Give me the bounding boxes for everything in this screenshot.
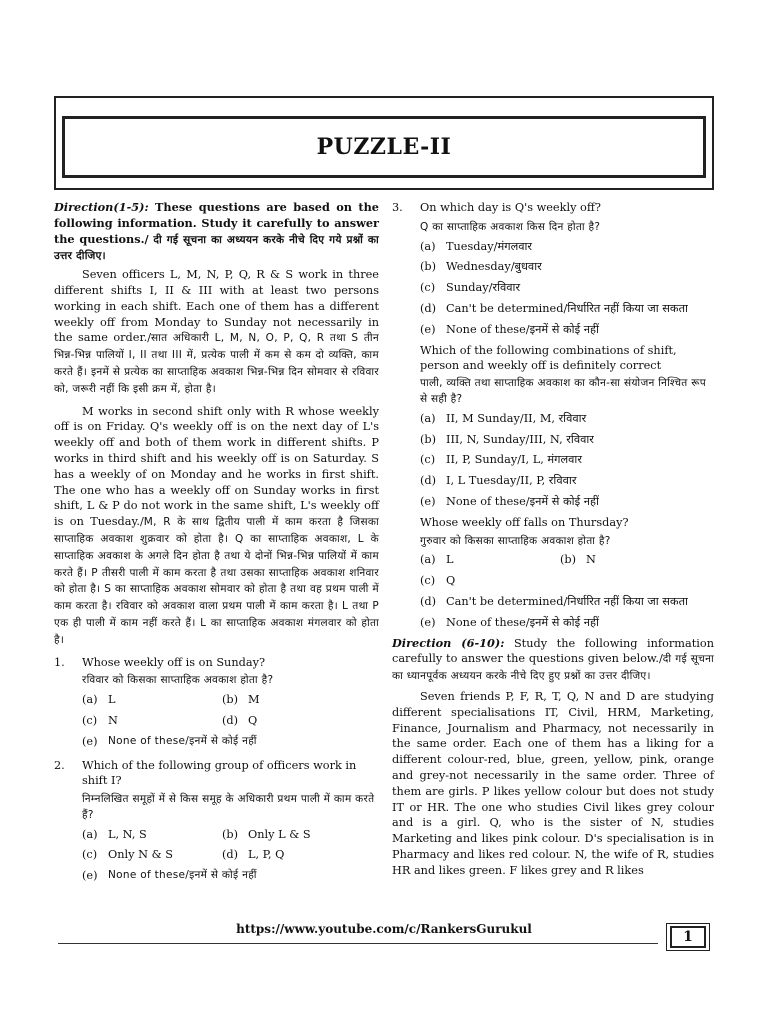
option-d: (d) Can't be determined/निर्धारित नहीं किया जा सकता — [420, 594, 688, 608]
option-b: (b) Wednesday/बुधवार — [420, 260, 542, 274]
paragraph-text-hindi: सात अधिकारी L, M, N, O, P, Q, R तथा S तीन भिन्न-भिन्न पालियों I, II तथा III में, प्रत्येक पाली में कम से कम दो व्यक्ति, काम करते हैं। इनमें से प्रत्येक का साप्ताहिक अवकाश भिन्न-भिन्न दिन सोमवार से रविवार को, जरूरी नहीं कि इसी क्रम में, होता है। — [54, 332, 379, 395]
option-a: (a) L, N, S — [82, 827, 147, 841]
option-c: (c) Q — [420, 574, 456, 588]
footer-url[interactable]: https://www.youtube.com/c/RankersGurukul — [236, 922, 532, 936]
direction-text: These questions are based on the following information. Study it carefully to answer the questions./ — [54, 200, 379, 246]
question-text: Whose weekly off falls on Thursday? — [420, 515, 629, 529]
option-e: (e) None of these/इनमें से कोई नहीं — [420, 322, 599, 336]
paragraph-text-hindi: M, R के साथ द्वितीय पाली में काम करता है जिसका साप्ताहिक अवकाश शुक्रवार को होता है। Q का साप्ताहिक अवकाश, L के साप्ताहिक अवकाश के अगले दिन होता है तथा ये दोनों भिन्न-भिन्न पालियों में काम करते हैं। P तीसरी पाली में काम करता है तथा उसका साप्ताहिक अवकाश शनिवार को होता है। S का साप्ताहिक अवकाश सोमवार को होता है तथा वह प्रथम पाली में काम करता है। रविवार को अवकाश वाला प्रथम पाली में काम करता है। L तथा P एक ही पाली में काम नहीं करते हैं। L का साप्ताहिक अवकाश मंगलवार को होता है। — [54, 516, 379, 646]
footer-rule — [58, 943, 658, 944]
option-c: (c) Only N & S — [82, 848, 173, 862]
question-text: Which of the following combinations of shift, person and weekly off is definitely correct — [420, 343, 677, 373]
question-number: 1. — [54, 655, 65, 669]
question-3 — [392, 200, 714, 216]
option-b: (b) M — [222, 693, 260, 707]
question-text-hindi: Q का साप्ताहिक अवकाश किस दिन होता है? — [420, 220, 601, 233]
option-a: (a) L — [82, 693, 116, 707]
page-title: PUZZLE-II — [316, 134, 452, 160]
paragraph-text: M works in second shift only with R whose weekly off is on Friday. Q's weekly off is on the next day of L's weekly off and both of them work in different shifts. P works in third shift and his weekly off is on Saturday. S has a weekly of on Monday and he works in first shift. The one who has a weekly off on Sunday works in first shift, L & P do not work in the same shift, L's weekly off is on Tuesday./ — [54, 404, 379, 529]
option-c: (c) II, P, Sunday/I, L, मंगलवार — [420, 453, 582, 467]
question-number: 2. — [54, 758, 65, 772]
question-text: Which of the following group of officers work in shift I? — [82, 758, 357, 788]
question-text: On which day is Q's weekly off? — [420, 201, 601, 214]
question-text-hindi: पाली, व्यक्ति तथा साप्ताहिक अवकाश का कौन-सा संयोजन निश्चित रूप से सही है? — [420, 377, 706, 405]
option-b: (b) Only L & S — [222, 827, 311, 841]
question-4 — [392, 343, 714, 510]
right-column — [392, 200, 714, 880]
option-c: (c) N — [82, 713, 118, 727]
option-a: (a) II, M Sunday/II, M, रविवार — [420, 411, 587, 425]
direction-block — [54, 200, 379, 265]
question-number: 3. — [392, 201, 403, 214]
question-text-hindi: निम्नलिखित समूहों में से किस समूह के अधिकारी प्रथम पाली में काम करते हैं? — [82, 793, 375, 821]
direction-heading: Direction(1-5): — [54, 200, 149, 214]
option-e: (e) None of these/इनमें से कोई नहीं — [420, 494, 599, 508]
option-a: (a) Tuesday/मंगलवार — [420, 239, 533, 253]
direction-heading: Direction (6-10): — [392, 635, 505, 650]
title-frame — [62, 116, 706, 178]
question-1 — [54, 655, 379, 755]
option-row — [82, 847, 379, 863]
direction-text-hindi: दी गई सूचना का अध्ययन करके नीचे दिए गये प्रश्नों का उत्तर दीजिए। — [54, 233, 379, 263]
question-2 — [54, 758, 379, 890]
option-row — [420, 552, 714, 568]
direction-text-hindi: दी गई सूचना का ध्यानपूर्वक अध्ययन करके नीचे दिए हुए प्रश्नों का उत्तर दीजिए। — [392, 653, 714, 683]
option-b: (b) N — [560, 553, 596, 567]
question-text-hindi: रविवार को किसका साप्ताहिक अवकाश होता है? — [82, 674, 274, 687]
paragraph — [392, 689, 714, 879]
option-c: (c) Sunday/रविवार — [420, 281, 521, 295]
option-d: (d) L, P, Q — [222, 848, 285, 862]
option-row — [82, 713, 379, 729]
direction-text: Study the following information carefully to answer the questions given below./ — [392, 636, 714, 666]
option-a: (a) L — [420, 553, 454, 567]
question-text-hindi: गुरुवार को किसका साप्ताहिक अवकाश होता है? — [420, 534, 611, 547]
left-column — [54, 200, 379, 889]
option-d: (d) Can't be determined/निर्धारित नहीं किया जा सकता — [420, 301, 688, 315]
question-text: Whose weekly off is on Sunday? — [82, 655, 266, 669]
option-e: (e) None of these/इनमें से कोई नहीं — [420, 615, 599, 629]
option-e: (e) None of these/इनमें से कोई नहीं — [82, 869, 257, 883]
option-d: (d) Q — [222, 713, 258, 727]
option-b: (b) III, N, Sunday/III, N, रविवार — [420, 432, 594, 446]
paragraph — [54, 404, 379, 649]
question-5 — [392, 515, 714, 631]
direction-block — [392, 636, 714, 685]
paragraph-text: Seven friends P, F, R, T, Q, N and D are studying different specialisations IT, Civil, HRM, Marketing, Finance, Journalism and Pharmacy, not necessarily in the same order. Each one of them has a liking for a different colour-red, blue, green, yellow, pink, orange and grey-not necessarily in the same order. Three of them are girls. P likes yellow colour but does not study IT or HR. The one who studies Civil likes grey colour and is a girl. Q, who is the sister of N, studies Marketing and likes pink colour. D's specialisation is in Pharmacy and likes red colour. N, the wife of R, studies HR and likes green. F likes grey and R likes — [392, 689, 714, 877]
option-d: (d) I, L Tuesday/II, P, रविवार — [420, 474, 577, 488]
paragraph — [54, 267, 379, 397]
option-e: (e) None of these/इनमें से कोई नहीं — [82, 734, 257, 748]
paragraph-text: Seven officers L, M, N, P, Q, R & S work in three different shifts I, II & III with at least two persons working in each shift. Each one of them has a different weekly off from Monday to Sunday not necessarily in the same order./ — [54, 268, 379, 345]
option-row — [82, 827, 379, 843]
page-number: 1 — [670, 926, 706, 948]
option-row — [82, 692, 379, 708]
